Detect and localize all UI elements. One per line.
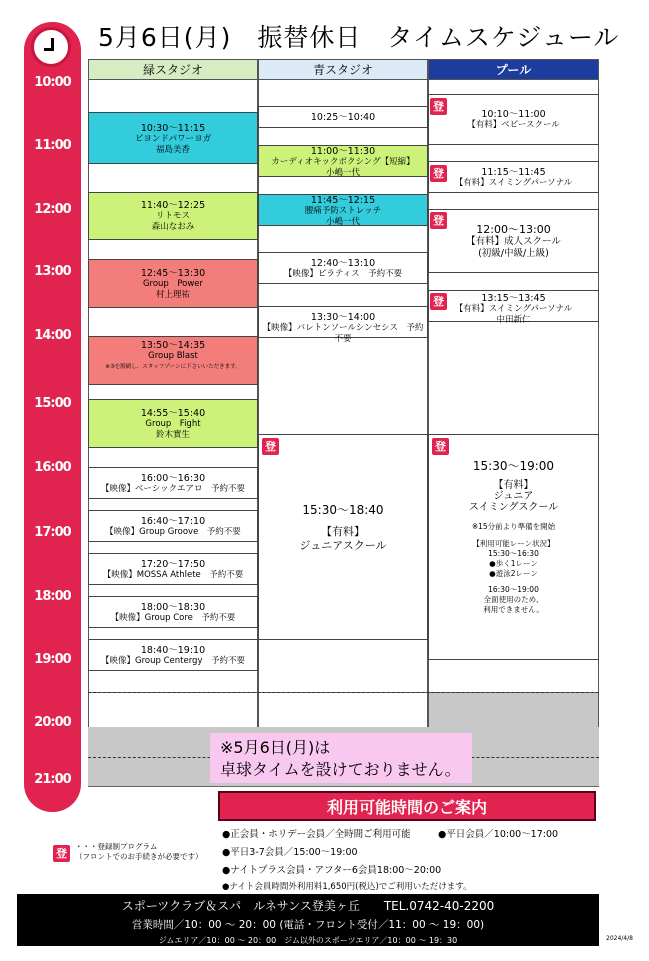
schedule-slot[interactable]: 15:30〜18:40 【有料】 ジュニアスクール	[258, 434, 428, 640]
info-header: 利用可能時間のご案内	[218, 791, 596, 821]
legend: ・・・登録制プログラム （フロントでのお手続きが必要です）	[75, 842, 203, 861]
schedule-slot[interactable]: 12:00〜13:00 【有料】成人スクール (初級/中級/上級)	[428, 209, 599, 273]
hour-label: 17:00	[34, 525, 71, 540]
column-header-blue-studio: 青スタジオ	[258, 59, 428, 80]
hour-label: 15:00	[34, 396, 71, 411]
schedule-slot[interactable]: 18:00〜18:30 【映像】Group Core 予約不要	[88, 596, 258, 628]
info-line: ●ナイトプラス会員・アフター6会員18:00〜20:00	[222, 865, 442, 876]
schedule-slot[interactable]: 18:40〜19:10 【映像】Group Centergy 予約不要	[88, 639, 258, 671]
schedule-slot[interactable]: 12:40〜13:10 【映像】ピラティス 予約不要	[258, 252, 428, 284]
schedule-slot[interactable]: 15:30〜19:00 【有料】 ジュニア スイミングスクール ※15分前より準備を開始 【利用可能レーン状況】 15:30〜16:30 ●歩く1レーン ●遊泳2レーン 16:30〜19:00 全面使用のため、 利用できません。	[428, 434, 599, 660]
registration-badge-icon: 登	[430, 293, 447, 310]
schedule-slot[interactable]: 16:40〜17:10 【映像】Group Groove 予約不要	[88, 510, 258, 542]
registration-badge-icon: 登	[432, 438, 449, 455]
schedule-slot[interactable]: 13:15〜13:45 【有料】スイミングパーソナル 中田新仁	[428, 290, 599, 322]
schedule-slot[interactable]: 12:45〜13:30 Group Power 村上理祐	[88, 259, 258, 308]
hour-label: 16:00	[34, 460, 71, 475]
hour-label: 12:00	[34, 202, 71, 217]
schedule-slot[interactable]: 17:20〜17:50 【映像】MOSSA Athlete 予約不要	[88, 553, 258, 585]
schedule-slot[interactable]: 11:40〜12:25 リトモス 森山なおみ	[88, 192, 258, 240]
schedule-slot[interactable]: 13:50〜14:35 Group Blast ※③を脱刷し、スタッフゾーンに下さいいただきます。	[88, 336, 258, 385]
registration-badge-icon: 登	[262, 438, 279, 455]
blue-studio-column	[258, 80, 428, 786]
info-line: ●ナイト会員時間外利用料1,650円(税込)でご利用いただけます。	[222, 882, 472, 892]
pool-closed-area	[429, 693, 598, 727]
schedule-slot[interactable]: 10:25〜10:40	[258, 106, 428, 128]
registration-badge-icon: 登	[430, 212, 447, 229]
hour-label: 18:00	[34, 589, 71, 604]
table-tennis-notice: ※5月6日(月)は 卓球タイムを設けておりません。	[210, 733, 472, 783]
clock-icon	[31, 27, 71, 67]
schedule-slot[interactable]: 11:45〜12:15 腰痛予防ストレッチ 小嶋一代	[258, 194, 428, 226]
hour-label: 21:00	[34, 772, 71, 787]
schedule-slot[interactable]: 14:55〜15:40 Group Fight 鈴木實生	[88, 399, 258, 448]
schedule-slot[interactable]: 11:15〜11:45 【有料】スイミングパーソナル	[428, 161, 599, 193]
schedule-slot[interactable]: 10:30〜11:15 ビヨンドパワーヨガ 福島美香	[88, 112, 258, 164]
hour-label: 19:00	[34, 652, 71, 667]
column-header-pool: プール	[428, 59, 599, 80]
print-date: 2024/4/8	[606, 935, 633, 942]
page-title: 5月6日(月) 振替休日 タイムスケジュール	[98, 23, 620, 52]
hour-label: 11:00	[34, 138, 71, 153]
registration-badge-icon: 登	[430, 165, 447, 182]
info-line: ●平日3-7会員／15:00〜19:00	[222, 847, 358, 858]
hour-label: 10:00	[34, 75, 71, 90]
info-line: ●正会員・ホリデー会員／全時間ご利用可能	[222, 829, 411, 840]
footer: スポーツクラブ＆スパ ルネサンス登美ヶ丘 TEL.0742-40-2200 営業時間／10：00 〜 20：00 (電話・フロント受付／11：00 〜 19：00) ジムエリア／10：00 〜 20：00 ジム以外のスポーツエリア／10：00 〜 19：30	[17, 894, 599, 946]
schedule-slot[interactable]: 10:10〜11:00 【有料】ベビースクール	[428, 94, 599, 145]
registration-badge-icon: 登	[430, 98, 447, 115]
schedule-slot[interactable]: 13:30〜14:00 【映像】バレトンソールシンセシス 予約不要	[258, 306, 428, 338]
hour-label: 14:00	[34, 328, 71, 343]
registration-badge-icon: 登	[53, 845, 70, 862]
schedule-slot[interactable]: 16:00〜16:30 【映像】ベーシックエアロ 予約不要	[88, 467, 258, 499]
hour-label: 20:00	[34, 715, 71, 730]
info-line: ●平日会員／10:00〜17:00	[438, 829, 559, 840]
column-header-green-studio: 緑スタジオ	[88, 59, 258, 80]
schedule-slot[interactable]: 11:00〜11:30 カーディオキックボクシング【短縮】 小嶋一代	[258, 145, 428, 177]
hour-label: 13:00	[34, 264, 71, 279]
